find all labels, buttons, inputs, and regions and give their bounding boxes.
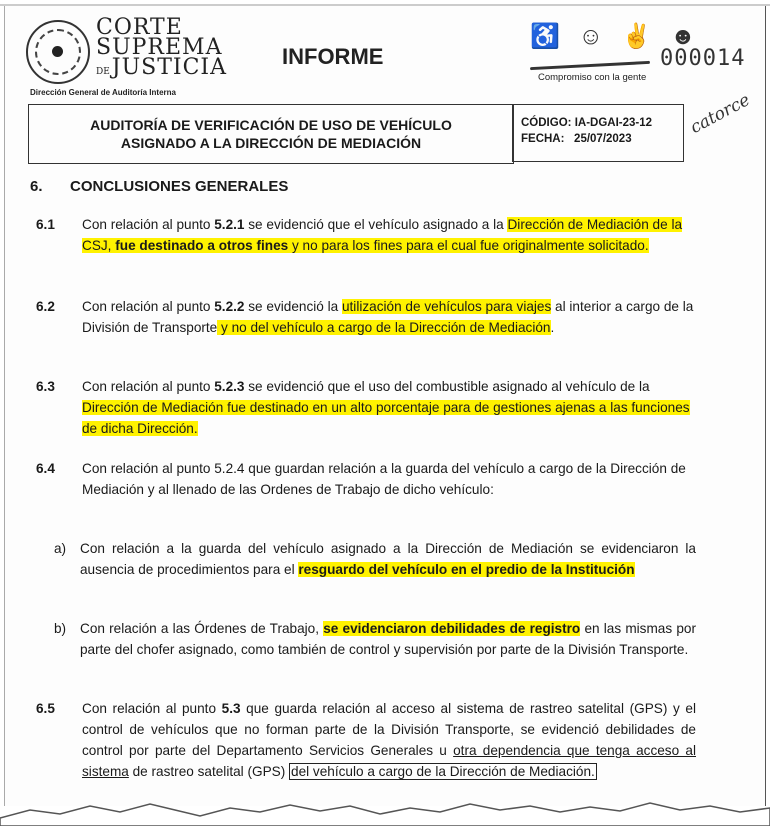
conclusion-item [36, 376, 696, 439]
item-text: Con relación al punto 5.2.4 que guardan relación a la guarda del vehículo a cargo de la Dirección de Mediación y al llenado de las Ordenes de Trabajo de dicho vehículo: [82, 461, 686, 497]
handwritten-note: catorce [687, 90, 754, 138]
underlined-text: otra dependencia que tenga acceso al sistema [82, 743, 696, 779]
point-ref: 5.3 [221, 701, 241, 716]
item-number: 6.5 [36, 701, 55, 716]
text-run: de rastreo satelital (GPS) [128, 764, 290, 779]
item-number: 6.3 [36, 379, 55, 394]
item-number: 6.4 [36, 461, 55, 476]
highlighted-text: Dirección de Mediación de la CSJ, [82, 217, 683, 253]
court-seal-icon [26, 20, 90, 84]
sub-item [54, 538, 696, 580]
conclusion-item [36, 698, 696, 782]
text-run: Con relación a la guarda del vehículo asignado a la Dirección de Mediación se evidenciaron la ausencia de procedimientos para el [80, 541, 696, 577]
boxed-text: del vehículo a cargo de la Dirección de Mediación. [291, 764, 595, 779]
highlighted-text: y no para los fines para el cual fue originalmente solicitado. [288, 238, 649, 253]
text-run: Con relación al punto [82, 379, 215, 394]
section-number: 6. [30, 178, 43, 195]
sub-item-text [80, 538, 696, 580]
text-run: Con relación al punto [82, 217, 215, 232]
text-run: en las mismas por parte del chofer asignado, como también de control y supervisión por parte de la División Transporte. [80, 621, 696, 657]
institution-line1: CORTE [96, 15, 183, 40]
report-title-line2: ASIGNADO A LA DIRECCIÓN DE MEDIACIÓN [120, 135, 422, 151]
point-ref: 5.2.3 [214, 379, 245, 394]
code-date-box [512, 104, 684, 162]
highlighted-text: se evidenciaron debilidades de registro [323, 621, 581, 636]
conclusion-item [36, 296, 696, 338]
sub-item-letter: a) [54, 541, 67, 556]
institution-line2: SUPREMA [96, 35, 223, 60]
sub-item-text [80, 618, 696, 660]
text-run: se evidenció la [244, 299, 342, 314]
highlighted-text: utilización de vehículos para viajes [341, 299, 552, 314]
item-text [82, 296, 696, 338]
text-run: se evidenció que el uso del combustible asignado al vehículo de la [244, 379, 650, 394]
highlighted-bold-text: fue destinado a otros fines [115, 238, 289, 253]
institution-line3: JUSTICIA [111, 55, 228, 80]
text-run: Con relación al punto [82, 701, 222, 716]
torn-paper-edge [0, 796, 770, 826]
text-run: que guarda relación al acceso al sistema de rastreo satelital (GPS) y el control de vehículos que no forman parte de la División Transporte, se evidenció debilidades de control por parte del Departamento Servicios Generales u [82, 701, 696, 758]
section-title: CONCLUSIONES GENERALES [70, 178, 289, 195]
text-run: Con relación al punto [82, 299, 215, 314]
slogan-text: Compromiso con la gente [538, 72, 647, 83]
section-heading [30, 178, 288, 195]
code-label: CÓDIGO: [521, 117, 572, 129]
highlighted-text: resguardo del vehículo en el predio de la Institución [298, 562, 635, 577]
conclusion-item [36, 458, 696, 500]
folio-number: 000014 [660, 46, 746, 71]
code-value: IA-DGAI-23-12 [574, 117, 653, 129]
report-title-box [28, 104, 514, 164]
sub-item-letter: b) [54, 621, 67, 636]
text-run: Con relación a las Órdenes de Trabajo, [80, 621, 324, 636]
department-name: Dirección General de Auditoría Interna [30, 88, 176, 97]
institution-line3-wrap [96, 55, 228, 82]
people-figures-icon: ♿ ☺ ✌ ☻ [530, 23, 702, 50]
highlighted-text: Dirección de Mediación fue destinado en un alto porcentaje para de gestiones ajenas a las funciones de dicha Dirección. [82, 400, 690, 436]
sub-item [54, 618, 696, 660]
date-value: 25/07/2023 [574, 133, 632, 145]
date-label: FECHA: [521, 133, 565, 145]
text-run: se evidenció que el vehículo asignado a la [244, 217, 508, 232]
institution-prefix: DE [96, 67, 110, 77]
highlighted-text: y no del vehículo a cargo de la Dirección de Mediación [217, 320, 551, 335]
conclusion-item [36, 214, 696, 256]
item-text [82, 698, 696, 782]
text-run: . [550, 320, 555, 335]
doc-type: INFORME [282, 44, 384, 69]
item-text [82, 214, 696, 256]
item-number: 6.2 [36, 299, 55, 314]
institution-logo-text [96, 15, 228, 82]
report-title-line1: AUDITORÍA DE VERIFICACIÓN DE USO DE VEHÍCULO [90, 117, 452, 133]
slogan-underline [530, 61, 650, 70]
point-ref: 5.2.1 [214, 217, 245, 232]
item-text [82, 376, 696, 439]
text-run: al interior a cargo de la División de Transporte [82, 299, 694, 335]
item-number: 6.1 [36, 217, 55, 232]
point-ref: 5.2.2 [214, 299, 245, 314]
